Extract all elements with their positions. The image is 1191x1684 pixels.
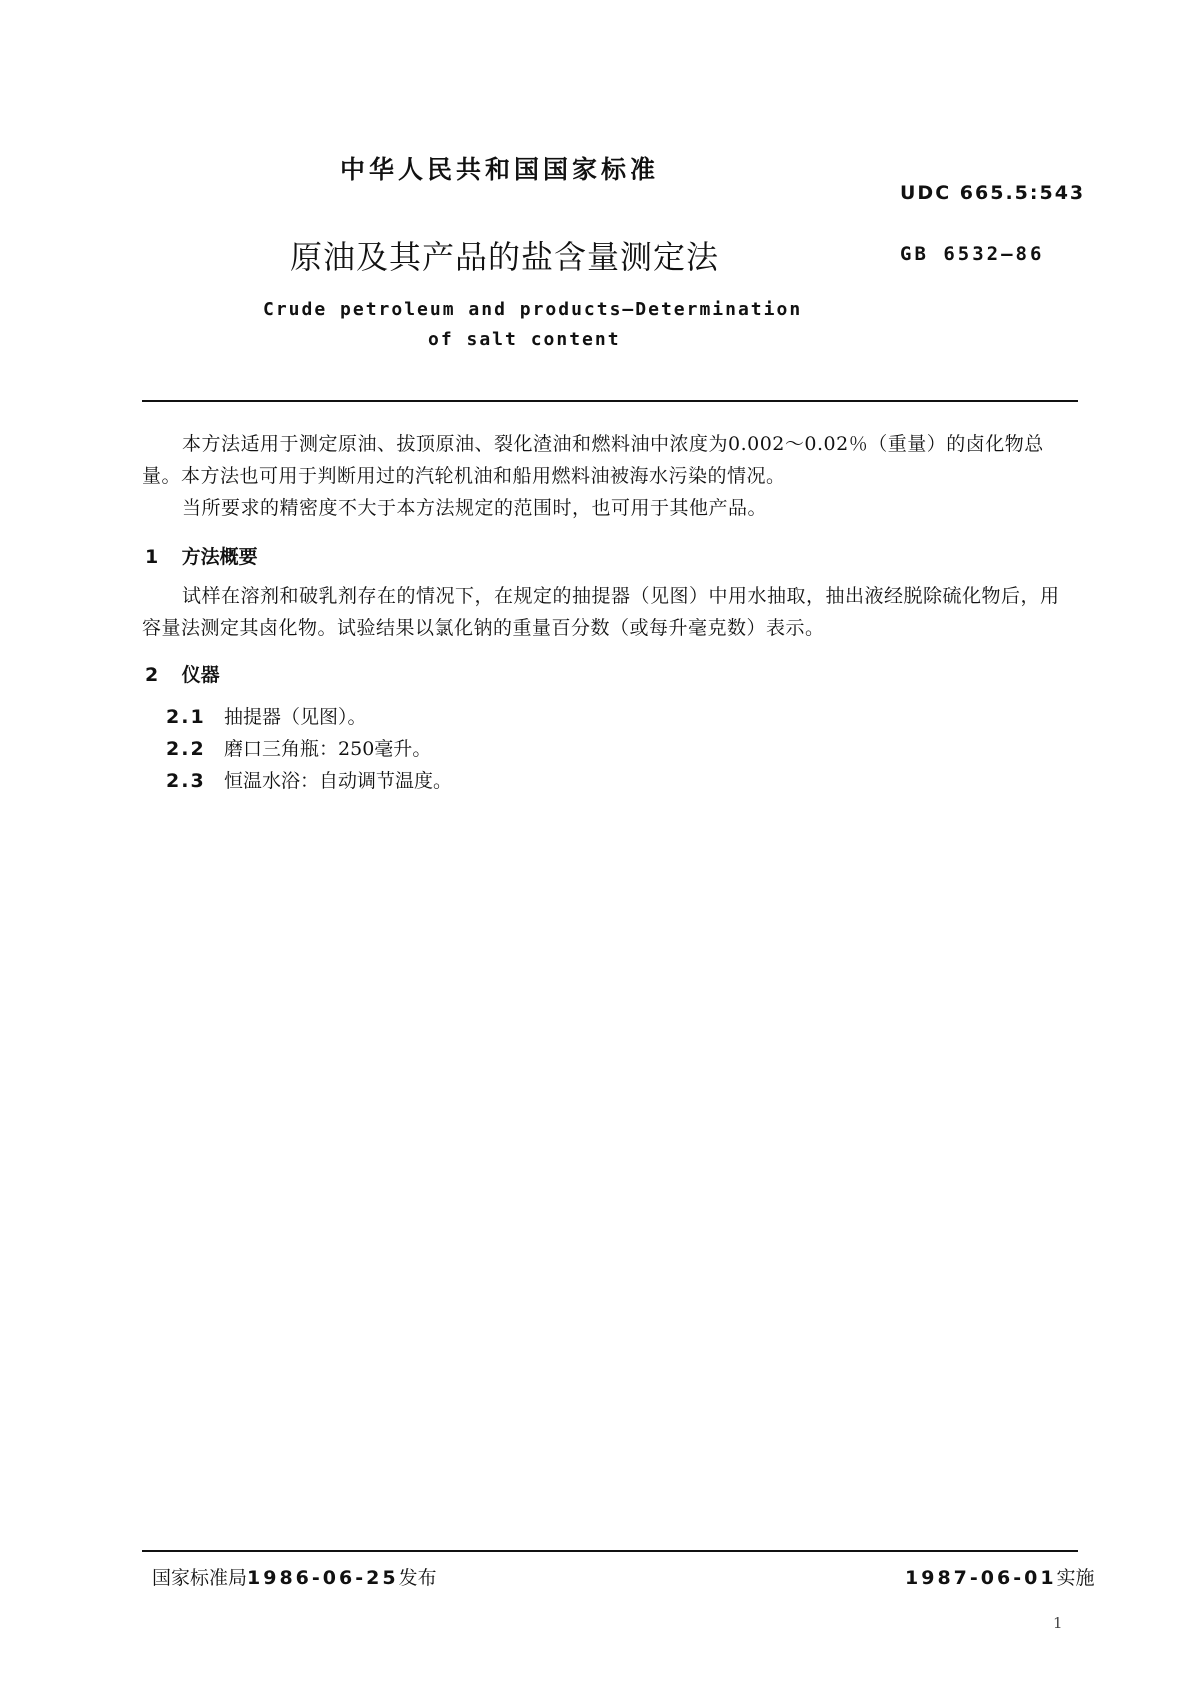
issue-info [152,1563,437,1590]
effective-label: 实施 [1056,1567,1095,1589]
section-number: 2 [145,664,159,686]
issuing-authority: 中华人民共和国国家标准 [340,155,660,184]
item-number: 2.2 [166,738,206,760]
english-title-line-2: of salt content [428,329,621,350]
issue-date: 1986-06-25 [247,1567,399,1589]
intro-paragraph-2: 当所要求的精密度不大于本方法规定的范围时，也可用于其他产品。 [182,497,768,519]
section-title: 仪器 [181,664,220,686]
section-title: 方法概要 [181,546,258,568]
intro-paragraph-1: 本方法适用于测定原油、拔顶原油、裂化渣油和燃料油中浓度为0.002～0.02％（重量）的卤化物总量。本方法也可用于判断用过的汽轮机油和船用燃料油被海水污染的情况。 [142,433,1044,487]
item-number: 2.1 [166,706,206,728]
header-rule [142,400,1078,402]
issue-label: 发布 [398,1567,437,1589]
footer-rule [142,1550,1078,1552]
item-text: 恒温水浴：自动调节温度。 [224,770,453,792]
effective-date: 1987-06-01 [905,1567,1057,1589]
section-number: 1 [145,546,159,568]
effective-info [905,1563,1095,1590]
section-1-paragraph: 试样在溶剂和破乳剂存在的情况下，在规定的抽提器（见图）中用水抽取，抽出液经脱除硫化物后，用容量法测定其卤化物。试验结果以氯化钠的重量百分数（或每升毫克数）表示。 [142,585,1060,639]
english-title-line-1: Crude petroleum and products—Determination [263,299,803,320]
item-number: 2.3 [166,770,206,792]
list-item [166,766,452,793]
issuer: 国家标准局 [152,1567,248,1589]
udc-value: 665.5:543 [959,182,1086,204]
document-title: 原油及其产品的盐含量测定法 [290,238,720,276]
udc-label: UDC [900,182,952,204]
section-1-heading [145,542,258,569]
item-text: 抽提器（见图）。 [224,706,367,728]
section-2-heading [145,660,220,687]
page-number: 1 [1053,1614,1063,1632]
list-item [166,702,367,729]
item-text: 磨口三角瓶：250毫升。 [224,738,432,760]
list-item [166,734,431,761]
udc-code [900,182,1085,204]
standard-number: GB 6532—86 [900,243,1045,265]
